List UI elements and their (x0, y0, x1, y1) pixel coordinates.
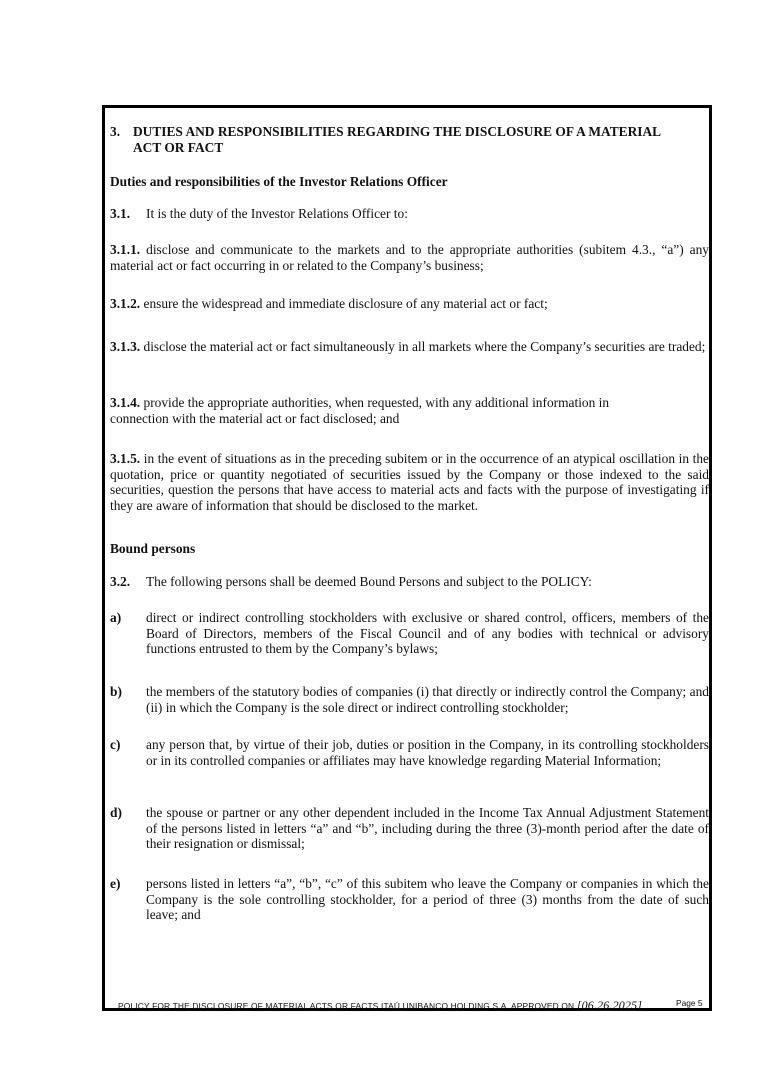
item-3-1-text: It is the duty of the Investor Relations Officer to: (146, 206, 408, 221)
item-3-1-4 (110, 395, 650, 426)
letter-c-text: any person that, by virtue of their job, duties or position in the Company, in its controlling stockholders or in its controlled companies or affiliates may have knowledge regarding Material Information; (146, 737, 709, 768)
letter-d-text: the spouse or partner or any other dependent included in the Income Tax Annual Adjustment Statement of the persons listed in letters “a” and “b”, including during the three (3)-month period after the date of their resignation or dismissal; (146, 805, 709, 852)
section-heading-line2: ACT OR FACT (133, 140, 224, 155)
item-3-1-4-number: 3.1.4. (110, 395, 141, 410)
page-number: Page 5 (676, 998, 703, 1008)
item-3-1-1-text: disclose and communicate to the markets and to the appropriate authorities (subitem 4.3., “a”) any material act or fact occurring in or related to the Company’s business; (110, 242, 709, 273)
item-3-1-3-text: disclose the material act or fact simultaneously in all markets where the Company’s securities are traded; (143, 339, 706, 354)
section-heading-line1: DUTIES AND RESPONSIBILITIES REGARDING THE DISCLOSURE OF A MATERIAL (133, 124, 662, 139)
letter-c-label: c) (110, 737, 121, 752)
subheading-bound-persons: Bound persons (110, 541, 196, 556)
item-3-1-5-number: 3.1.5. (110, 451, 141, 466)
letter-b-text: the members of the statutory bodies of companies (i) that directly or indirectly control the Company; and (ii) in which the Company is the sole direct or indirect controlling stockholder; (146, 684, 709, 715)
letter-e-text: persons listed in letters “a”, “b”, “c” of this subitem who leave the Company or companies in which the Company is the sole controlling stockholder, for a period of three (3) months from the date of such leave; and (146, 876, 709, 923)
letter-b-label: b) (110, 684, 122, 699)
letter-a-text: direct or indirect controlling stockholders with exclusive or shared control, officers, members of the Board of Directors, members of the Fiscal Council and of any bodies with technical or advisory functions entrusted to them by the Company’s bylaws; (146, 610, 709, 657)
item-3-1-5 (110, 451, 709, 513)
item-3-2-number: 3.2. (110, 574, 131, 589)
letter-a-label: a) (110, 610, 122, 625)
item-3-2-text: The following persons shall be deemed Bound Persons and subject to the POLICY: (146, 574, 592, 589)
item-3-1-number: 3.1. (110, 206, 131, 221)
item-3-1-5-text: in the event of situations as in the preceding subitem or in the occurrence of an atypical oscillation in the quotation, price or quantity negotiated of securities issued by the Company or those indexed to the said securities, question the persons that have access to material acts and facts with the purpose of investigating if they are aware of information that should be disclosed to the market. (110, 451, 709, 513)
item-3-1-2-number: 3.1.2. (110, 296, 141, 311)
item-3-1-4-text: provide the appropriate authorities, when requested, with any additional information in connection with the material act or fact disclosed; and (110, 395, 610, 426)
footer (118, 998, 642, 1013)
item-3-1-3 (110, 339, 709, 355)
item-3-1-2-text: ensure the widespread and immediate disclosure of any material act or fact; (143, 296, 548, 311)
item-3-1-3-number: 3.1.3. (110, 339, 141, 354)
subheading-iro: Duties and responsibilities of the Investor Relations Officer (110, 174, 448, 189)
item-3-1-1-number: 3.1.1. (110, 242, 141, 257)
footer-date: [06.26.2025] (576, 998, 643, 1012)
section-number: 3. (110, 124, 121, 139)
letter-e-label: e) (110, 876, 121, 891)
letter-d-label: d) (110, 805, 122, 820)
item-3-1-1 (110, 242, 709, 273)
item-3-1-2 (110, 296, 709, 312)
footer-text: POLICY FOR THE DISCLOSURE OF MATERIAL ACTS OR FACTS ITAÚ UNIBANCO HOLDING S.A. APPROVED ON (118, 1001, 577, 1011)
